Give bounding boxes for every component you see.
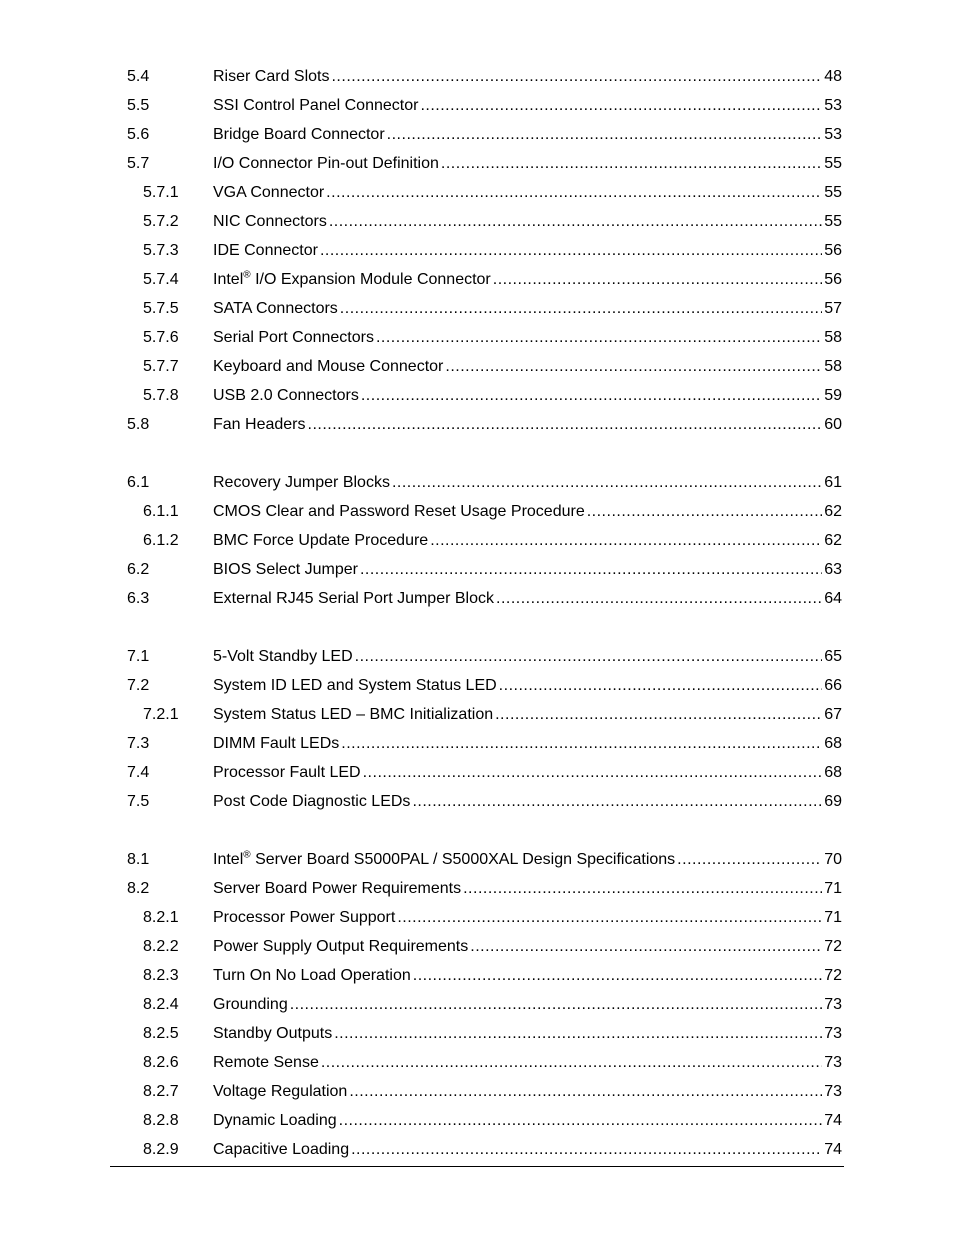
toc-entry-title	[213, 210, 327, 233]
toc-entry-title	[213, 1022, 332, 1045]
toc-entry-title	[213, 384, 359, 407]
dot-leader	[351, 1138, 822, 1161]
toc-entry-title-text: System ID LED and System Status LED	[213, 677, 497, 694]
toc-entry[interactable]	[0, 790, 954, 819]
toc-entry[interactable]	[0, 239, 954, 268]
dot-leader	[329, 210, 822, 233]
toc-entry-number: 7.5	[127, 793, 150, 810]
toc-entry-line	[213, 964, 842, 987]
toc-entry[interactable]	[0, 471, 954, 500]
toc-entry[interactable]	[0, 558, 954, 587]
toc-entry-title-text: Turn On No Load Operation	[213, 967, 411, 984]
toc-entry-number: 8.2.3	[143, 967, 179, 984]
toc-entry-number: 6.2	[127, 561, 150, 578]
toc-entry[interactable]	[0, 993, 954, 1022]
toc-entry-line	[213, 790, 842, 813]
dot-leader	[412, 790, 822, 813]
toc-entry-number: 5.7.1	[143, 184, 179, 201]
toc-entry-page-number[interactable]: 68	[824, 764, 842, 781]
toc-entry-title-rest: I/O Expansion Module Connector	[250, 271, 491, 288]
table-of-contents	[0, 65, 954, 1167]
toc-entry-line	[213, 123, 842, 146]
toc-entry[interactable]	[0, 761, 954, 790]
dot-leader	[361, 384, 822, 407]
toc-entry-page-number[interactable]: 58	[824, 329, 842, 346]
toc-entry-page-number[interactable]: 53	[824, 97, 842, 114]
toc-entry-title-rest: Server Board S5000PAL / S5000XAL Design Specifications	[250, 851, 676, 868]
toc-entry-page-number[interactable]: 55	[824, 155, 842, 172]
dot-leader	[495, 703, 822, 726]
toc-entry-title-text: SSI Control Panel Connector	[213, 97, 419, 114]
toc-entry[interactable]	[0, 1022, 954, 1051]
dot-leader	[420, 94, 822, 117]
toc-entry-title	[213, 906, 395, 929]
toc-entry-number: 8.2.1	[143, 909, 179, 926]
toc-entry-title	[213, 94, 418, 117]
toc-entry-title	[213, 181, 324, 204]
toc-entry-title-text: Intel	[213, 271, 244, 288]
toc-entry-number: 8.2	[127, 880, 150, 897]
toc-entry-line	[213, 326, 842, 349]
toc-entry[interactable]	[0, 529, 954, 558]
toc-entry-title	[213, 1080, 347, 1103]
toc-entry-title-text: IDE Connector	[213, 242, 318, 259]
toc-entry-title-text: USB 2.0 Connectors	[213, 387, 359, 404]
toc-entry[interactable]	[0, 935, 954, 964]
toc-entry-page-number[interactable]: 55	[824, 184, 842, 201]
toc-entry-title	[213, 297, 338, 320]
toc-entry-number: 6.3	[127, 590, 150, 607]
toc-entry[interactable]	[0, 1080, 954, 1109]
toc-entry-title	[213, 964, 411, 987]
toc-entry-page-number[interactable]: 72	[824, 938, 842, 955]
toc-entry-title	[213, 848, 675, 871]
dot-leader	[470, 935, 822, 958]
dot-leader	[340, 297, 822, 320]
toc-entry-title-text: Fan Headers	[213, 416, 306, 433]
toc-entry-line	[213, 181, 842, 204]
toc-entry-page-number[interactable]: 63	[824, 561, 842, 578]
toc-entry-title	[213, 123, 385, 146]
toc-entry-page-number[interactable]: 65	[824, 648, 842, 665]
toc-entry-number: 5.7.2	[143, 213, 179, 230]
toc-entry[interactable]	[0, 355, 954, 384]
toc-entry-line	[213, 65, 842, 88]
toc-entry-title-text: Standby Outputs	[213, 1025, 333, 1042]
toc-entry-number: 7.2	[127, 677, 150, 694]
toc-entry-title-text: Serial Port Connectors	[213, 329, 374, 346]
toc-entry-title	[213, 471, 390, 494]
toc-entry-line	[213, 993, 842, 1016]
toc-entry-title-text: Riser Card Slots	[213, 68, 330, 85]
toc-entry-line	[213, 645, 842, 668]
toc-entry-number: 5.7.5	[143, 300, 179, 317]
dot-leader	[463, 877, 822, 900]
toc-entry-line	[213, 500, 842, 523]
toc-entry-title	[213, 790, 410, 813]
toc-entry[interactable]	[0, 210, 954, 239]
dot-leader	[320, 239, 822, 262]
dot-leader	[308, 413, 823, 436]
toc-entry-number: 5.7.4	[143, 271, 179, 288]
toc-entry[interactable]	[0, 674, 954, 703]
toc-entry-page-number[interactable]: 64	[824, 590, 842, 607]
toc-entry-title-text: Processor Power Support	[213, 909, 396, 926]
toc-entry-page-number[interactable]: 69	[824, 793, 842, 810]
toc-entry-line	[213, 906, 842, 929]
toc-entry-page-number[interactable]: 71	[824, 880, 842, 897]
toc-entry[interactable]	[0, 326, 954, 355]
toc-entry-page-number[interactable]: 59	[824, 387, 842, 404]
toc-entry-line	[213, 1080, 842, 1103]
toc-entry-page-number[interactable]: 73	[824, 1083, 842, 1100]
toc-entry-page-number[interactable]: 60	[824, 416, 842, 433]
toc-entry-page-number[interactable]: 73	[824, 996, 842, 1013]
toc-entry-number: 5.7	[127, 155, 150, 172]
toc-entry-page-number[interactable]: 48	[824, 68, 842, 85]
toc-entry[interactable]	[0, 65, 954, 94]
toc-entry-title-text: Remote Sense	[213, 1054, 319, 1071]
dot-leader	[339, 1109, 823, 1132]
toc-entry-page-number[interactable]: 61	[824, 474, 842, 491]
toc-entry-title	[213, 268, 491, 291]
registered-trademark-mark: ®	[243, 849, 251, 861]
toc-entry-number: 5.7.8	[143, 387, 179, 404]
toc-entry-number: 6.1.1	[143, 503, 179, 520]
toc-entry-title-text: Voltage Regulation	[213, 1083, 348, 1100]
toc-entry-number: 5.6	[127, 126, 150, 143]
toc-entry-line	[213, 268, 842, 291]
toc-entry-title	[213, 761, 361, 784]
toc-entry-line	[213, 529, 842, 552]
toc-entry-line	[213, 935, 842, 958]
dot-leader	[499, 674, 823, 697]
toc-entry-number: 8.2.2	[143, 938, 179, 955]
toc-entry-number: 8.2.5	[143, 1025, 179, 1042]
dot-leader	[392, 471, 822, 494]
toc-entry-title-text: BMC Force Update Procedure	[213, 532, 429, 549]
toc-entry-title-text: CMOS Clear and Password Reset Usage Procedure	[213, 503, 585, 520]
toc-entry-title-text: Bridge Board Connector	[213, 126, 385, 143]
toc-entry-title	[213, 500, 585, 523]
toc-entry-line	[213, 1022, 842, 1045]
toc-entry-title	[213, 529, 428, 552]
dot-leader	[363, 761, 823, 784]
toc-entry-title-text: I/O Connector Pin-out Definition	[213, 155, 439, 172]
toc-entry[interactable]	[0, 877, 954, 906]
toc-entry[interactable]	[0, 123, 954, 152]
toc-entry-page-number[interactable]: 70	[824, 851, 842, 868]
toc-entry[interactable]	[0, 732, 954, 761]
dot-leader	[326, 181, 822, 204]
toc-entry-title-text: Dynamic Loading	[213, 1112, 337, 1129]
footer-rule	[110, 1166, 844, 1167]
toc-entry[interactable]	[0, 384, 954, 413]
toc-entry-page-number[interactable]: 73	[824, 1054, 842, 1071]
dot-leader	[349, 1080, 822, 1103]
toc-entry-title-text: Server Board Power Requirements	[213, 880, 462, 897]
toc-entry-title	[213, 65, 329, 88]
toc-entry-title	[213, 587, 494, 610]
toc-entry-title	[213, 993, 288, 1016]
toc-entry[interactable]	[0, 268, 954, 297]
toc-entry-title-text: Power Supply Output Requirements	[213, 938, 469, 955]
toc-entry-number: 5.7.6	[143, 329, 179, 346]
toc-entry-number: 6.1	[127, 474, 150, 491]
toc-entry-number: 6.1.2	[143, 532, 179, 549]
toc-entry-title-text: Processor Fault LED	[213, 764, 361, 781]
toc-entry-title	[213, 645, 353, 668]
toc-entry-page-number[interactable]: 62	[824, 503, 842, 520]
toc-entry-title-text: Recovery Jumper Blocks	[213, 474, 390, 491]
toc-entry-line	[213, 210, 842, 233]
toc-entry-number: 5.7.7	[143, 358, 179, 375]
toc-entry-title	[213, 674, 497, 697]
toc-entry-line	[213, 732, 842, 755]
toc-entry-line	[213, 413, 842, 436]
toc-entry-page-number[interactable]: 58	[824, 358, 842, 375]
toc-entry-number: 8.2.7	[143, 1083, 179, 1100]
toc-entry-title-text: 5-Volt Standby LED	[213, 648, 353, 665]
toc-entry[interactable]	[0, 645, 954, 674]
dot-leader	[387, 123, 823, 146]
toc-entry-title-text: BIOS Select Jumper	[213, 561, 358, 578]
toc-entry[interactable]	[0, 1051, 954, 1080]
toc-entry-page-number[interactable]: 57	[824, 300, 842, 317]
toc-entry-title-text: Post Code Diagnostic LEDs	[213, 793, 411, 810]
toc-entry-number: 5.5	[127, 97, 150, 114]
toc-entry[interactable]	[0, 964, 954, 993]
toc-entry-line	[213, 471, 842, 494]
toc-entry-number: 5.8	[127, 416, 150, 433]
toc-entry-page-number[interactable]: 55	[824, 213, 842, 230]
registered-trademark-mark: ®	[243, 269, 251, 281]
toc-entry-number: 8.2.6	[143, 1054, 179, 1071]
toc-entry-line	[213, 587, 842, 610]
toc-entry-page-number[interactable]: 66	[824, 677, 842, 694]
toc-entry-title-text: Grounding	[213, 996, 288, 1013]
toc-entry-number: 7.2.1	[143, 706, 179, 723]
toc-entry-page-number[interactable]: 68	[824, 735, 842, 752]
toc-entry[interactable]	[0, 587, 954, 616]
dot-leader	[677, 848, 822, 871]
toc-entry[interactable]	[0, 703, 954, 732]
toc-entry-page-number[interactable]: 74	[824, 1112, 842, 1129]
toc-entry-title	[213, 732, 339, 755]
toc-entry-line	[213, 94, 842, 117]
toc-entry-number: 7.1	[127, 648, 150, 665]
toc-entry[interactable]	[0, 848, 954, 877]
dot-leader	[360, 558, 822, 581]
toc-entry-page-number[interactable]: 56	[824, 271, 842, 288]
toc-entry-line	[213, 848, 842, 871]
toc-entry-line	[213, 355, 842, 378]
toc-entry[interactable]	[0, 297, 954, 326]
toc-entry-title-text: Capacitive Loading	[213, 1141, 350, 1158]
toc-entry-title	[213, 877, 461, 900]
toc-entry-page-number[interactable]: 73	[824, 1025, 842, 1042]
dot-leader	[376, 326, 822, 349]
toc-entry-line	[213, 152, 842, 175]
dot-leader	[496, 587, 822, 610]
toc-entry-number: 8.1	[127, 851, 150, 868]
toc-entry-number: 7.3	[127, 735, 150, 752]
dot-leader	[321, 1051, 822, 1074]
toc-entry-title-text: SATA Connectors	[213, 300, 338, 317]
toc-entry[interactable]	[0, 152, 954, 181]
toc-entry-title	[213, 1138, 349, 1161]
toc-entry-title	[213, 326, 374, 349]
toc-entry[interactable]	[0, 413, 954, 442]
toc-entry-title	[213, 935, 468, 958]
toc-entry-page-number[interactable]: 74	[824, 1141, 842, 1158]
toc-entry-title	[213, 1051, 319, 1074]
dot-leader	[334, 1022, 822, 1045]
toc-entry-title	[213, 558, 358, 581]
toc-entry[interactable]	[0, 1109, 954, 1138]
toc-entry-line	[213, 1051, 842, 1074]
toc-entry-title-text: VGA Connector	[213, 184, 325, 201]
dot-leader	[331, 65, 822, 88]
toc-entry-number: 5.7.3	[143, 242, 179, 259]
toc-entry[interactable]	[0, 500, 954, 529]
toc-entry-title	[213, 355, 443, 378]
toc-entry-line	[213, 239, 842, 262]
toc-entry-number: 8.2.9	[143, 1141, 179, 1158]
dot-leader	[493, 268, 822, 291]
toc-entry-line	[213, 558, 842, 581]
dot-leader	[430, 529, 822, 552]
toc-entry-title	[213, 239, 318, 262]
toc-entry-line	[213, 1109, 842, 1132]
toc-entry-line	[213, 877, 842, 900]
dot-leader	[413, 964, 822, 987]
toc-entry-page-number[interactable]: 62	[824, 532, 842, 549]
toc-entry-line	[213, 703, 842, 726]
toc-entry-page-number[interactable]: 56	[824, 242, 842, 259]
toc-entry-line	[213, 297, 842, 320]
dot-leader	[441, 152, 822, 175]
toc-entry-title-text: DIMM Fault LEDs	[213, 735, 340, 752]
toc-entry-title-text: External RJ45 Serial Port Jumper Block	[213, 590, 494, 607]
dot-leader	[397, 906, 822, 929]
toc-entry-number: 8.2.8	[143, 1112, 179, 1129]
toc-entry[interactable]	[0, 906, 954, 935]
toc-entry-number: 5.4	[127, 68, 150, 85]
toc-entry-page-number[interactable]: 67	[824, 706, 842, 723]
toc-entry-title	[213, 152, 439, 175]
toc-entry-title-text: NIC Connectors	[213, 213, 327, 230]
toc-entry-page-number[interactable]: 72	[824, 967, 842, 984]
toc-entry-page-number[interactable]: 71	[824, 909, 842, 926]
toc-entry-number: 7.4	[127, 764, 150, 781]
dot-leader	[355, 645, 823, 668]
toc-entry-title-text: Keyboard and Mouse Connector	[213, 358, 444, 375]
toc-entry-title	[213, 413, 306, 436]
toc-entry[interactable]	[0, 1138, 954, 1167]
toc-entry-title-text: Intel	[213, 851, 244, 868]
toc-entry[interactable]	[0, 181, 954, 210]
dot-leader	[290, 993, 822, 1016]
dot-leader	[341, 732, 822, 755]
toc-entry-title	[213, 1109, 337, 1132]
toc-entry-title	[213, 703, 493, 726]
dot-leader	[445, 355, 822, 378]
toc-entry-line	[213, 1138, 842, 1161]
toc-entry[interactable]	[0, 94, 954, 123]
toc-entry-line	[213, 384, 842, 407]
toc-entry-line	[213, 761, 842, 784]
toc-entry-page-number[interactable]: 53	[824, 126, 842, 143]
toc-entry-title-text: System Status LED – BMC Initialization	[213, 706, 494, 723]
dot-leader	[587, 500, 822, 523]
toc-entry-number: 8.2.4	[143, 996, 179, 1013]
toc-entry-line	[213, 674, 842, 697]
